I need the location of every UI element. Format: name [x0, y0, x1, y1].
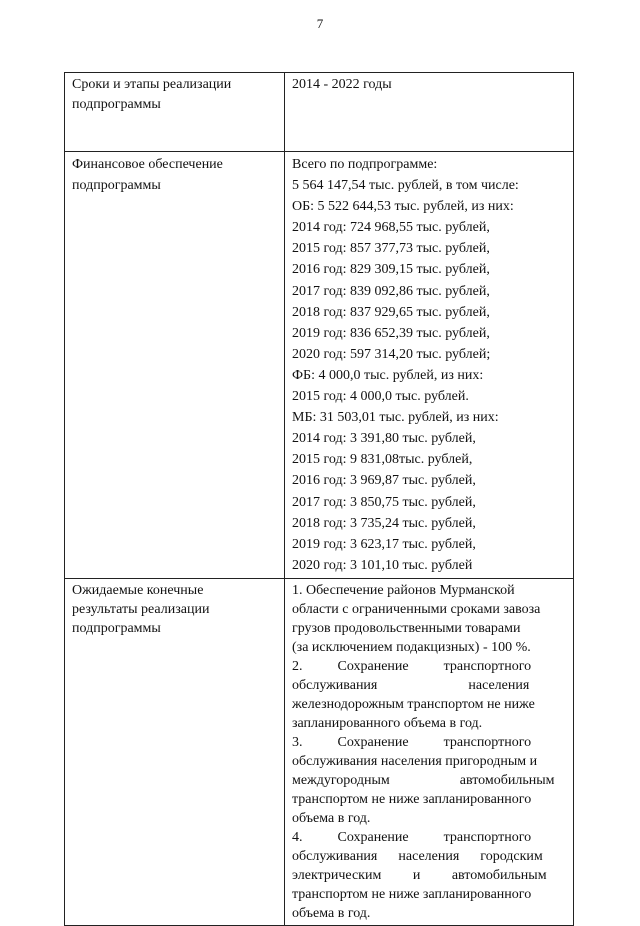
- value-line: 5 564 147,54 тыс. рублей, в том числе:: [292, 178, 519, 194]
- label-line: Финансовое обеспечение: [72, 157, 223, 172]
- value-line: грузов продовольственными товарами: [292, 620, 521, 636]
- value-line: 2020 год: 3 101,10 тыс. рублей: [292, 557, 473, 573]
- value-line: (за исключением подакцизных) - 100 %.: [292, 639, 531, 655]
- value-line: междугородным автомобильным: [292, 772, 555, 788]
- value-line: 2014 год: 3 391,80 тыс. рублей,: [292, 431, 476, 447]
- label-line: Сроки и этапы реализации: [72, 77, 232, 92]
- table-row-terms: [65, 73, 574, 152]
- value-line: 2018 год: 837 929,65 тыс. рублей,: [292, 304, 490, 320]
- row-label-financing: [65, 152, 285, 579]
- value-line: 2015 год: 857 377,73 тыс. рублей,: [292, 241, 490, 257]
- label-line: подпрограммы: [72, 620, 161, 636]
- table-row-results: [65, 578, 574, 925]
- passport-table: [64, 72, 574, 926]
- value-line: 2016 год: 829 309,15 тыс. рублей,: [292, 262, 490, 278]
- value-line: 2019 год: 836 652,39 тыс. рублей,: [292, 325, 490, 341]
- value-line: 2018 год: 3 735,24 тыс. рублей,: [292, 515, 476, 531]
- value-line: 4. Сохранение транспортного: [292, 829, 532, 845]
- table-row-financing: [65, 152, 574, 579]
- value-line: обслуживания населения городским: [292, 848, 543, 864]
- row-value-financing: [285, 152, 574, 579]
- value-line: Всего по подпрограмме:: [292, 157, 438, 172]
- value-line: ОБ: 5 522 644,53 тыс. рублей, из них:: [292, 199, 514, 215]
- value-line: железнодорожным транспортом не ниже: [292, 696, 535, 712]
- row-label-results: [65, 578, 285, 925]
- value-line: 2020 год: 597 314,20 тыс. рублей;: [292, 346, 491, 362]
- value-line: ФБ: 4 000,0 тыс. рублей, из них:: [292, 367, 484, 383]
- label-line: Ожидаемые конечные: [72, 582, 204, 598]
- value-line: области с ограниченными сроками завоза: [292, 601, 541, 617]
- label-line: подпрограммы: [72, 178, 161, 194]
- value-line: обслуживания населения: [292, 677, 530, 693]
- value-line: 2017 год: 839 092,86 тыс. рублей,: [292, 283, 490, 299]
- value-line: 1. Обеспечение районов Мурманской: [292, 582, 515, 598]
- row-value-results: [285, 578, 574, 925]
- value-line: объема в год.: [292, 810, 371, 826]
- value-line: 2. Сохранение транспортного: [292, 658, 532, 674]
- value-line: 2014 год: 724 968,55 тыс. рублей,: [292, 220, 490, 236]
- value-line: запланированного объема в год.: [292, 715, 483, 731]
- value-line: транспортом не ниже запланированного: [292, 791, 532, 807]
- value-line: 2019 год: 3 623,17 тыс. рублей,: [292, 536, 476, 552]
- value-line: электрическим и автомобильным: [292, 867, 547, 883]
- row-value-terms: [285, 73, 574, 152]
- value-line: 2015 год: 9 831,08тыс. рублей,: [292, 452, 473, 468]
- value-line: транспортом не ниже запланированного: [292, 886, 532, 902]
- page-number: 7: [316, 16, 324, 31]
- label-line: подпрограммы: [72, 97, 161, 112]
- value-line: 2016 год: 3 969,87 тыс. рублей,: [292, 473, 476, 489]
- value-line: МБ: 31 503,01 тыс. рублей, из них:: [292, 410, 499, 426]
- value-line: 2017 год: 3 850,75 тыс. рублей,: [292, 494, 476, 510]
- label-line: результаты реализации: [72, 601, 210, 617]
- value-line: обслуживания населения пригородным и: [292, 753, 538, 769]
- value-line: 2015 год: 4 000,0 тыс. рублей.: [292, 389, 469, 405]
- row-label-terms: [65, 73, 285, 152]
- value-line: объема в год.: [292, 905, 371, 921]
- value-line: 2014 - 2022 годы: [292, 77, 392, 92]
- value-line: 3. Сохранение транспортного: [292, 734, 532, 750]
